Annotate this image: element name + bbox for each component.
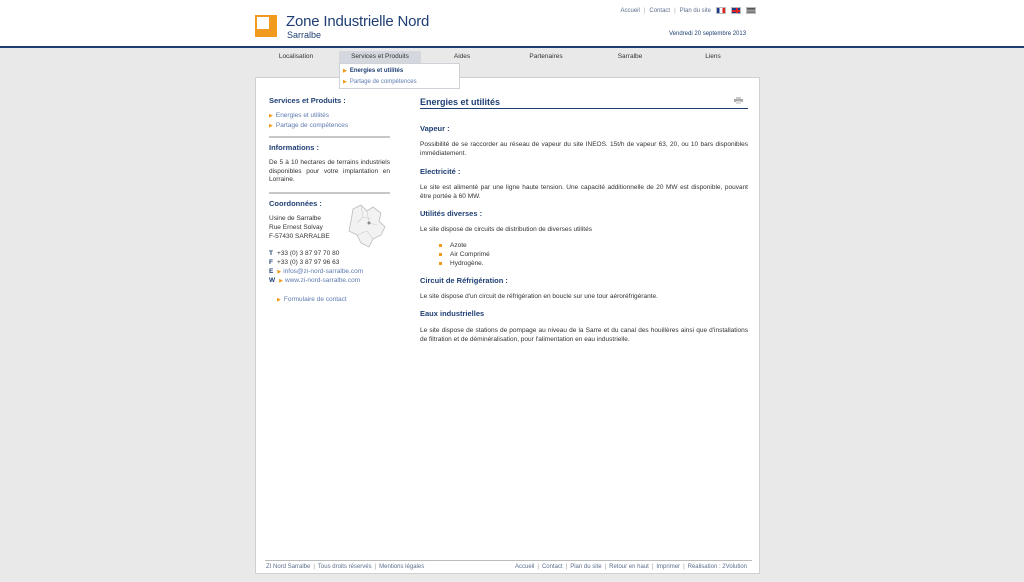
separator: |	[674, 8, 676, 14]
address-line-1: Usine de Sarralbe	[269, 215, 322, 222]
web-line: W ▶ www.zi-nord-sarralbe.com	[269, 277, 361, 284]
sidebar-services-title: Services et Produits :	[269, 96, 346, 105]
arrow-right-icon: ▶	[269, 123, 273, 129]
fax-line: F +33 (0) 3 87 97 96 63	[269, 259, 340, 266]
submenu-item-energies[interactable]: ▶ Energies et utilités	[343, 68, 404, 74]
arrow-right-icon: ▶	[277, 297, 281, 303]
top-link-accueil[interactable]: Accueil	[620, 8, 640, 14]
arrow-right-icon: ▶	[343, 68, 347, 74]
nav-item-partenaires[interactable]: Partenaires	[529, 53, 563, 60]
services-submenu	[339, 63, 460, 89]
language-flags	[716, 7, 756, 14]
separator: |	[643, 8, 646, 14]
list-item: Air Comprimé	[439, 251, 490, 258]
print-icon[interactable]	[734, 97, 743, 104]
section-text-refrigeration: Le site dispose d'un circuit de réfrigération en boucle sur une tour aéroréfrigérante.	[420, 293, 658, 300]
separator: |	[537, 564, 539, 570]
section-text-vapeur: Possibilité de se raccorder au réseau de vapeur du site INEOS. 15t/h de vapeur 63, 20, ou 10 bars disponibles immédiatement.	[420, 141, 748, 157]
top-link-plan-du-site[interactable]: Plan du site	[679, 8, 711, 14]
logo-mark[interactable]	[255, 15, 277, 37]
footer-divider	[265, 560, 752, 561]
separator: |	[683, 564, 685, 570]
sidebar-info-text: De 5 à 10 hectares de terrains industriels disponibles pour votre implantation en Lorraine.	[269, 159, 390, 183]
site-header	[0, 0, 1024, 47]
page-title: Energies et utilités	[420, 97, 501, 107]
nav-item-localisation[interactable]: Localisation	[278, 53, 314, 60]
nav-item-sarralbe[interactable]: Sarralbe	[617, 53, 643, 60]
nav-item-liens[interactable]: Liens	[705, 53, 721, 60]
nav-item-aides[interactable]: Aides	[453, 53, 471, 60]
title-divider	[420, 108, 748, 109]
separator: |	[313, 564, 315, 570]
sidebar-coord-title: Coordonnées :	[269, 199, 322, 208]
footer-link-mentions[interactable]: Mentions légales	[379, 564, 425, 570]
site-title[interactable]: Zone Industrielle Nord	[286, 13, 430, 30]
top-links	[620, 8, 711, 14]
header-divider	[0, 46, 1024, 48]
section-title-utilites: Utilités diverses :	[420, 209, 483, 218]
sidebar-link-energies[interactable]: ▶ Energies et utilités	[269, 112, 329, 119]
phone-line: T +33 (0) 3 87 97 70 80	[269, 250, 340, 257]
list-item: Azote	[439, 242, 467, 249]
section-title-vapeur: Vapeur :	[420, 124, 450, 133]
footer-right	[515, 564, 747, 570]
main-nav	[255, 51, 760, 63]
website-link[interactable]: www.zi-nord-sarralbe.com	[285, 277, 361, 284]
list-item: Hydrogène.	[439, 260, 484, 267]
footer-copyright: Tous droits réservés	[317, 564, 372, 570]
footer-link-accueil[interactable]: Accueil	[515, 564, 535, 570]
europe-map-icon	[343, 201, 391, 249]
section-text-eaux: Le site dispose de stations de pompage au niveau de la Sarre et du canal des houillères ainsi que d'installations de filtration et de déminéralisation, pour l'alimentation en eau industrielle.	[420, 327, 748, 343]
content-panel	[255, 77, 760, 574]
contact-form-link[interactable]: ▶ Formulaire de contact	[277, 296, 347, 303]
section-title-electricite: Electricité :	[420, 167, 461, 176]
separator: |	[374, 564, 377, 570]
footer-link-plan[interactable]: Plan du site	[570, 564, 602, 570]
address-line-3: F-57430 SARRALBE	[269, 233, 330, 240]
arrow-right-icon: ▶	[269, 113, 273, 119]
section-text-electricite: Le site est alimenté par une ligne haute tension. Une capacité additionnelle de 20 MW est disponible, pouvant être portée à 60 MW.	[420, 184, 748, 200]
section-title-eaux: Eaux industrielles	[420, 309, 485, 318]
footer-link-home[interactable]: ZI Nord Sarralbe	[266, 564, 311, 570]
divider	[269, 136, 390, 138]
sidebar-link-partage[interactable]: ▶ Partage de compétences	[269, 122, 349, 129]
email-link[interactable]: infos@zi-nord-sarralbe.com	[283, 268, 364, 275]
footer-link-top[interactable]: Retour en haut	[609, 564, 649, 570]
arrow-right-icon: ▶	[343, 79, 347, 85]
flag-gb-icon[interactable]	[731, 7, 741, 14]
section-title-refrigeration: Circuit de Réfrigération :	[420, 276, 508, 285]
separator: |	[565, 564, 568, 570]
submenu-item-partage[interactable]: ▶ Partage de compétences	[343, 79, 417, 85]
flag-de-icon[interactable]	[746, 7, 756, 14]
divider	[269, 192, 390, 194]
flag-fr-icon[interactable]	[716, 7, 726, 14]
separator: |	[604, 564, 607, 570]
sidebar-info-title: Informations :	[269, 143, 319, 152]
address-line-2: Rue Ernest Solvay	[269, 224, 323, 231]
top-link-contact[interactable]: Contact	[649, 8, 671, 14]
nav-item-services-et-produits[interactable]: Services et Produits	[339, 51, 421, 63]
footer-link-print[interactable]: Imprimer	[656, 564, 681, 570]
email-line: E ▶ infos@zi-nord-sarralbe.com	[269, 268, 364, 275]
separator: |	[651, 564, 654, 570]
section-text-utilites: Le site dispose de circuits de distribution de diverses utilités	[420, 226, 592, 233]
footer-left	[266, 564, 424, 570]
site-subtitle: Sarralbe	[287, 30, 322, 40]
footer-link-realisation[interactable]: Réalisation : 2Volution	[687, 564, 747, 570]
current-date: Vendredi 20 septembre 2013	[669, 31, 747, 37]
footer-link-contact[interactable]: Contact	[541, 564, 563, 570]
